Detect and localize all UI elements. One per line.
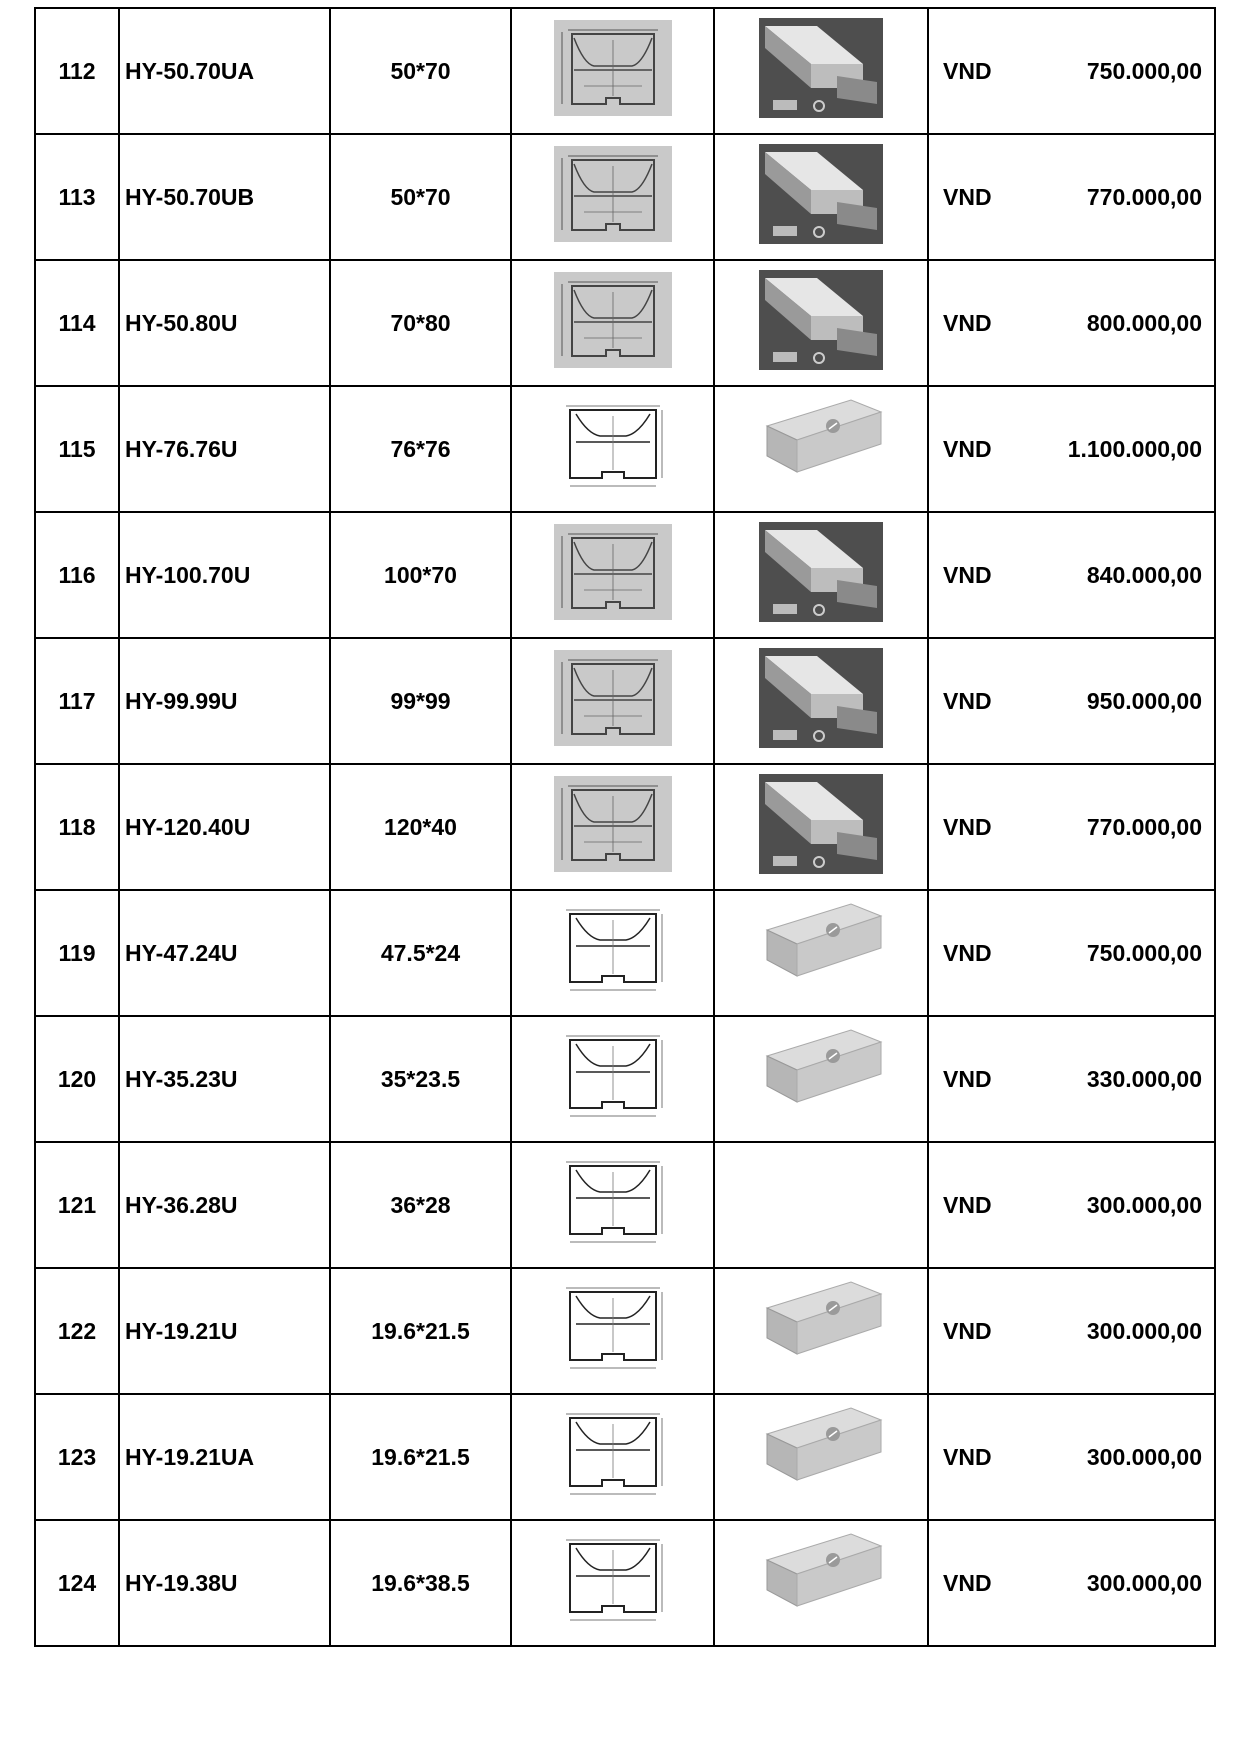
photo-cell (714, 1016, 928, 1142)
drawing-cell (511, 1268, 714, 1394)
drawing-cell (511, 260, 714, 386)
currency-label: VND (943, 1569, 992, 1596)
row-number: 114 (35, 260, 119, 386)
price-cell (928, 512, 1215, 638)
price-cell (928, 1016, 1215, 1142)
product-size: 36*28 (330, 1142, 511, 1268)
product-code: HY-100.70U (119, 512, 330, 638)
currency-label: VND (943, 561, 992, 588)
line-profile-drawing-icon (554, 398, 672, 500)
row-number: 116 (35, 512, 119, 638)
price-cell (928, 1268, 1215, 1394)
table-row (35, 890, 1215, 1016)
dark-profile-photo-icon (759, 522, 883, 628)
row-number: 120 (35, 1016, 119, 1142)
row-number: 123 (35, 1394, 119, 1520)
line-profile-drawing-icon (554, 1028, 672, 1130)
currency-label: VND (943, 1065, 992, 1092)
table-row (35, 386, 1215, 512)
price-value: 330.000,00 (1086, 1065, 1202, 1092)
row-number: 124 (35, 1520, 119, 1646)
drawing-cell (511, 1142, 714, 1268)
row-number: 112 (35, 8, 119, 134)
photo-cell (714, 8, 928, 134)
price-cell (928, 1142, 1215, 1268)
product-code: HY-50.80U (119, 260, 330, 386)
table-body (35, 8, 1215, 1646)
price-value: 1.100.000,00 (1067, 435, 1202, 462)
price-cell (928, 8, 1215, 134)
dark-profile-photo-icon (759, 774, 883, 880)
product-size: 70*80 (330, 260, 511, 386)
photo-cell (714, 512, 928, 638)
row-number: 118 (35, 764, 119, 890)
photo-cell (714, 1520, 928, 1646)
photo-cell (714, 1142, 928, 1268)
product-code: HY-99.99U (119, 638, 330, 764)
drawing-cell (511, 134, 714, 260)
photo-cell (714, 1394, 928, 1520)
price-cell (928, 764, 1215, 890)
currency-label: VND (943, 183, 992, 210)
price-value: 300.000,00 (1086, 1569, 1202, 1596)
product-code: HY-76.76U (119, 386, 330, 512)
line-profile-drawing-icon (554, 1532, 672, 1634)
dark-profile-photo-icon (759, 270, 883, 376)
currency-label: VND (943, 1191, 992, 1218)
dark-profile-photo-icon (759, 648, 883, 754)
light-profile-photo-icon (759, 900, 883, 1006)
price-value: 770.000,00 (1086, 813, 1202, 840)
row-number: 119 (35, 890, 119, 1016)
row-number: 115 (35, 386, 119, 512)
product-size: 47.5*24 (330, 890, 511, 1016)
product-code: HY-36.28U (119, 1142, 330, 1268)
product-code: HY-19.21UA (119, 1394, 330, 1520)
photo-cell (714, 638, 928, 764)
product-code: HY-19.21U (119, 1268, 330, 1394)
product-size: 19.6*21.5 (330, 1268, 511, 1394)
price-value: 750.000,00 (1086, 939, 1202, 966)
product-size: 35*23.5 (330, 1016, 511, 1142)
photo-cell (714, 1268, 928, 1394)
currency-label: VND (943, 435, 992, 462)
product-size: 99*99 (330, 638, 511, 764)
line-profile-drawing-icon (554, 902, 672, 1004)
light-profile-photo-icon (759, 1404, 883, 1510)
grey-profile-drawing-icon (554, 20, 672, 122)
price-value: 840.000,00 (1086, 561, 1202, 588)
table-row (35, 260, 1215, 386)
price-table (34, 7, 1216, 1647)
drawing-cell (511, 638, 714, 764)
currency-label: VND (943, 309, 992, 336)
table-row (35, 1142, 1215, 1268)
grey-profile-drawing-icon (554, 272, 672, 374)
line-profile-drawing-icon (554, 1154, 672, 1256)
table-row (35, 1394, 1215, 1520)
price-value: 300.000,00 (1086, 1443, 1202, 1470)
photo-cell (714, 260, 928, 386)
photo-cell (714, 134, 928, 260)
photo-cell (714, 890, 928, 1016)
currency-label: VND (943, 1443, 992, 1470)
price-value: 770.000,00 (1086, 183, 1202, 210)
grey-profile-drawing-icon (554, 146, 672, 248)
price-value: 800.000,00 (1086, 309, 1202, 336)
drawing-cell (511, 890, 714, 1016)
line-profile-drawing-icon (554, 1280, 672, 1382)
light-profile-photo-icon (759, 1278, 883, 1384)
row-number: 121 (35, 1142, 119, 1268)
price-cell (928, 1520, 1215, 1646)
table-row (35, 1268, 1215, 1394)
drawing-cell (511, 512, 714, 638)
drawing-cell (511, 1016, 714, 1142)
photo-cell (714, 764, 928, 890)
price-cell (928, 890, 1215, 1016)
grey-profile-drawing-icon (554, 650, 672, 752)
price-cell (928, 386, 1215, 512)
table-row (35, 638, 1215, 764)
product-code: HY-19.38U (119, 1520, 330, 1646)
table-row (35, 134, 1215, 260)
currency-label: VND (943, 1317, 992, 1344)
product-size: 50*70 (330, 8, 511, 134)
price-cell (928, 1394, 1215, 1520)
product-code: HY-35.23U (119, 1016, 330, 1142)
price-cell (928, 134, 1215, 260)
light-profile-photo-icon (759, 1026, 883, 1132)
product-code: HY-47.24U (119, 890, 330, 1016)
price-cell (928, 638, 1215, 764)
grey-profile-drawing-icon (554, 524, 672, 626)
table-row (35, 512, 1215, 638)
price-value: 300.000,00 (1086, 1317, 1202, 1344)
row-number: 117 (35, 638, 119, 764)
drawing-cell (511, 1394, 714, 1520)
product-size: 100*70 (330, 512, 511, 638)
grey-profile-drawing-icon (554, 776, 672, 878)
currency-label: VND (943, 687, 992, 714)
drawing-cell (511, 386, 714, 512)
row-number: 122 (35, 1268, 119, 1394)
dark-profile-photo-icon (759, 144, 883, 250)
price-value: 950.000,00 (1086, 687, 1202, 714)
light-profile-photo-icon (759, 396, 883, 502)
table-row (35, 1016, 1215, 1142)
line-profile-drawing-icon (554, 1406, 672, 1508)
product-size: 19.6*21.5 (330, 1394, 511, 1520)
table-row (35, 8, 1215, 134)
price-value: 750.000,00 (1086, 57, 1202, 84)
product-code: HY-50.70UB (119, 134, 330, 260)
dark-profile-photo-icon (759, 18, 883, 124)
product-size: 76*76 (330, 386, 511, 512)
product-size: 19.6*38.5 (330, 1520, 511, 1646)
currency-label: VND (943, 939, 992, 966)
drawing-cell (511, 8, 714, 134)
table-row (35, 1520, 1215, 1646)
table-row (35, 764, 1215, 890)
currency-label: VND (943, 57, 992, 84)
currency-label: VND (943, 813, 992, 840)
product-size: 50*70 (330, 134, 511, 260)
price-cell (928, 260, 1215, 386)
row-number: 113 (35, 134, 119, 260)
product-code: HY-120.40U (119, 764, 330, 890)
drawing-cell (511, 1520, 714, 1646)
product-code: HY-50.70UA (119, 8, 330, 134)
price-value: 300.000,00 (1086, 1191, 1202, 1218)
product-size: 120*40 (330, 764, 511, 890)
light-profile-photo-icon (759, 1530, 883, 1636)
photo-cell (714, 386, 928, 512)
drawing-cell (511, 764, 714, 890)
